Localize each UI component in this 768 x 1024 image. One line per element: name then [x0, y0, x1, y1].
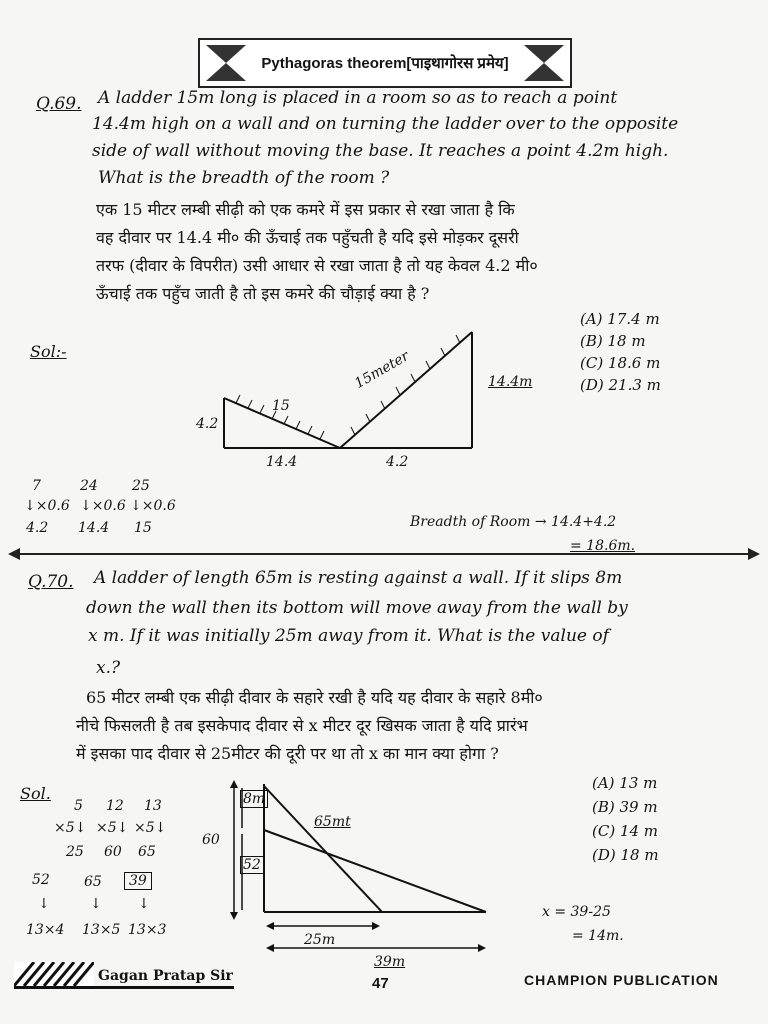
question-number: Q.70. [28, 572, 74, 592]
option-a: (A) 13 m [592, 774, 658, 792]
page-title: Pythagoras theorem[पाइथागोरस प्रमेय] [261, 55, 509, 72]
triplet-value: 24 [80, 478, 98, 494]
triplet-value: 12 [106, 798, 124, 814]
triplet-multiplier: ×5↓ [134, 820, 167, 836]
question-hindi-line: में इसका पाद दीवार से 25मीटर की दूरी पर था तो x का मान क्या होगा ? [76, 744, 499, 763]
section-divider [14, 553, 754, 555]
question-line: A ladder of length 65m is resting against a wall. If it slips 8m [94, 568, 623, 588]
full-height-label: 60 [202, 832, 220, 848]
triplet-value: 25 [132, 478, 150, 494]
question-hindi-line: ऊँचाई तक पहुँच जाती है तो इस कमरे की चौड़ाई क्या है ? [96, 284, 430, 303]
triplet-result: 15 [134, 520, 152, 536]
answer-line: = 14m. [572, 928, 624, 944]
arrow-left-icon [8, 548, 22, 560]
question-line: down the wall then its bottom will move away from the wall by [86, 598, 628, 618]
top-segment-label: 8m [240, 790, 268, 808]
triplet-value: 5 [74, 798, 83, 814]
option-c: (C) 18.6 m [580, 354, 661, 372]
question-hindi-line: तरफ (दीवार के विपरीत) उसी आधार से रखा जाता है तो यह केवल 4.2 मी० [96, 256, 538, 275]
triplet-value: 65 [84, 874, 102, 890]
ladder-right-label: 15meter [352, 348, 412, 392]
arrow-right-icon [746, 548, 760, 560]
question-line: 14.4m high on a wall and on turning the ladder over to the opposite [92, 114, 679, 134]
option-d: (D) 21.3 m [580, 376, 661, 394]
base-long-label: 39m [374, 954, 406, 970]
answer-line: Breadth of Room → 14.4+4.2 [410, 514, 617, 530]
question-hindi-line: वह दीवार पर 14.4 मी० की ऊँचाई तक पहुँचती है यदि इसे मोड़कर दूसरी [96, 228, 519, 247]
question-number: Q.69. [36, 94, 82, 114]
triplet-result: 13×4 [26, 922, 65, 938]
solution-label: Sol:- [30, 342, 67, 361]
question-line: What is the breadth of the room ? [98, 168, 390, 188]
answer-line: x = 39-25 [542, 904, 611, 920]
option-c: (C) 14 m [592, 822, 659, 840]
base-left-label: 14.4 [266, 454, 298, 470]
ladder-left-label: 15 [272, 398, 290, 414]
triplet-result: 4.2 [26, 520, 49, 536]
triplet-value: 13 [144, 798, 162, 814]
option-a: (A) 17.4 m [580, 310, 660, 328]
question-line: x m. If it was initially 25m away from it. What is the value of [88, 626, 609, 646]
sliding-ladder-diagram [190, 776, 500, 966]
footer-author: Gagan Pratap Sir [98, 968, 233, 984]
ladder-length-label: 65mt [314, 814, 351, 830]
arrow-down-icon: ↓ [138, 896, 150, 912]
question-hindi-line: एक 15 मीटर लम्बी सीढ़ी को एक कमरे में इस प्रकार से रखा जाता है कि [96, 200, 515, 219]
arrow-down-icon: ↓ [38, 896, 50, 912]
hourglass-ornament-right-icon [522, 43, 566, 83]
arrow-down-icon: ↓ [90, 896, 102, 912]
base-short-label: 25m [304, 932, 336, 948]
option-b: (B) 39 m [592, 798, 658, 816]
option-d: (D) 18 m [592, 846, 659, 864]
triplet-multiplier: ×5↓ [54, 820, 87, 836]
triplet-value: 7 [32, 478, 41, 494]
left-height-label: 4.2 [196, 416, 219, 432]
triplet-result: 60 [104, 844, 122, 860]
base-right-label: 4.2 [386, 454, 409, 470]
question-hindi-line: 65 मीटर लम्बी एक सीढ़ी दीवार के सहारे रखी है यदि यह दीवार के सहारे 8मी० [86, 688, 543, 707]
triplet-result: 13×3 [128, 922, 167, 938]
question-line: side of wall without moving the base. It reaches a point 4.2m high. [92, 141, 669, 161]
question-hindi-line: नीचे फिसलती है तब इसकेपाद दीवार से x मीटर दूर खिसक जाता है यदि प्रारंभ [76, 716, 528, 735]
lower-height-label: 52 [240, 856, 264, 874]
right-height-label: 14.4m [488, 374, 533, 390]
triplet-value: 52 [32, 872, 50, 888]
triplet-multiplier: ×5↓ [96, 820, 129, 836]
solution-label: Sol. [20, 784, 51, 803]
header-banner [198, 38, 572, 88]
triplet-result: 14.4 [78, 520, 110, 536]
page-number: 47 [372, 975, 389, 992]
triplet-multiplier: ↓×0.6 [80, 498, 126, 514]
option-b: (B) 18 m [580, 332, 646, 350]
question-line: x.? [96, 658, 121, 678]
answer-line: = 18.6m. [570, 538, 636, 554]
question-line: A ladder 15m long is placed in a room so as to reach a point [98, 88, 618, 108]
publisher-name: CHAMPION PUBLICATION [524, 972, 719, 988]
triplet-multiplier: ↓×0.6 [24, 498, 70, 514]
stripe-ornament-icon [14, 962, 94, 986]
triplet-multiplier: ↓×0.6 [130, 498, 176, 514]
ladder-room-diagram [180, 320, 500, 460]
triplet-result: 65 [138, 844, 156, 860]
triplet-result: 25 [66, 844, 84, 860]
triplet-value-boxed: 39 [124, 872, 152, 890]
triplet-result: 13×5 [82, 922, 121, 938]
